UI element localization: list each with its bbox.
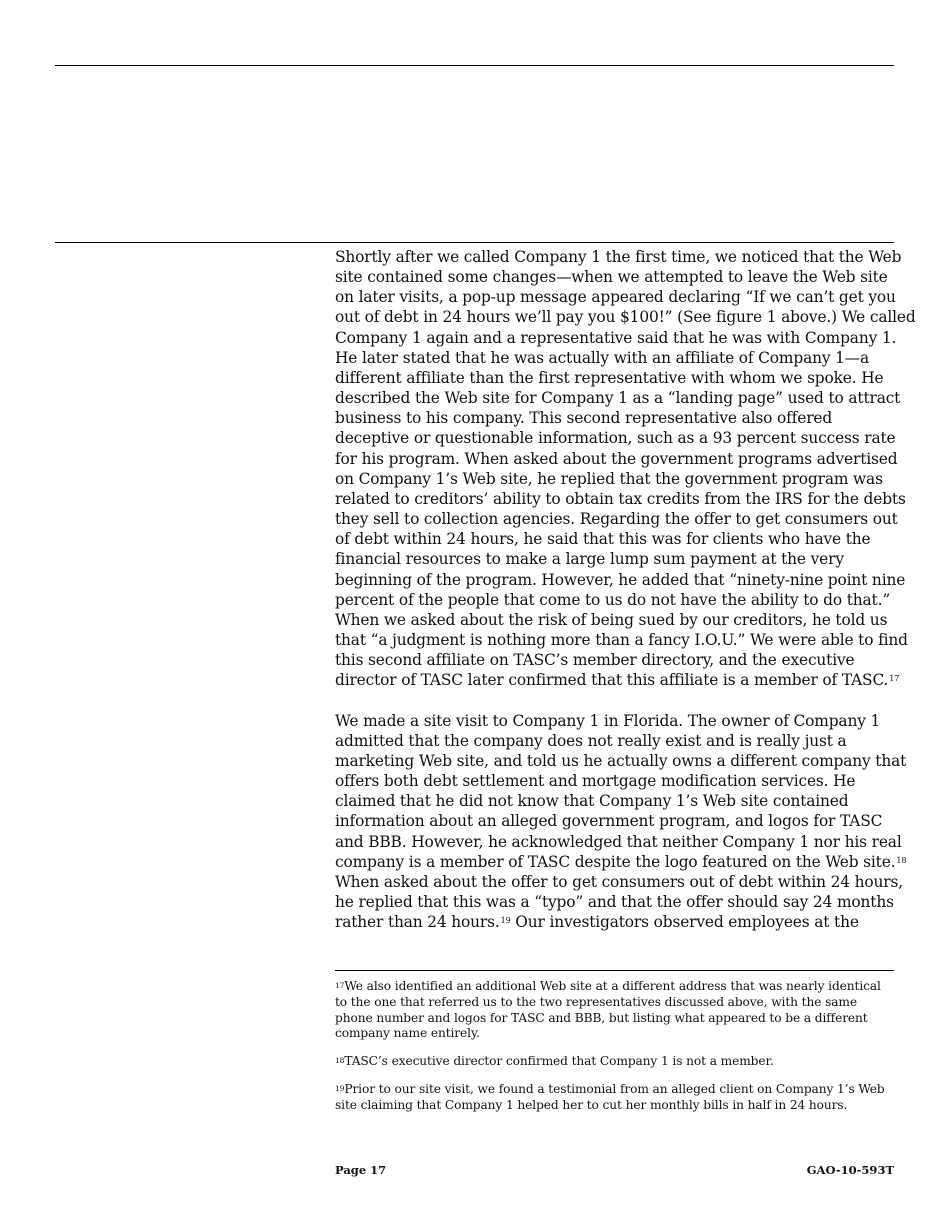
text-line: related to creditors’ ability to obtain tax credits from the IRS for the debts (335, 489, 906, 508)
text-line: We made a site visit to Company 1 in Florida. The owner of Company 1 (335, 711, 881, 730)
footnote-text: TASC’s executive director confirmed that Company 1 is not a member. (344, 1054, 774, 1069)
text-line-content: company is a member of TASC despite the logo featured on the Web site. (335, 852, 896, 871)
text-line: he replied that this was a “typo” and that the offer should say 24 months (335, 892, 894, 911)
section-rule (55, 242, 894, 243)
footnotes (335, 979, 895, 1126)
text-line: When we asked about the risk of being sued by our creditors, he told us (335, 610, 888, 629)
text-line-content: director of TASC later confirmed that this affiliate is a member of TASC. (335, 671, 889, 690)
footnote-17 (335, 979, 895, 1042)
body-text (335, 247, 916, 932)
footnote-19 (335, 1082, 895, 1114)
footnote-ref-18: 18 (896, 855, 907, 865)
text-line (335, 670, 900, 690)
footnote-number: 17 (335, 981, 345, 990)
text-line: they sell to collection agencies. Regarding the offer to get consumers out (335, 510, 898, 529)
text-line: Shortly after we called Company 1 the first time, we noticed that the Web (335, 248, 902, 266)
text-line: that “a judgment is nothing more than a fancy I.O.U.” We were able to find (335, 630, 908, 649)
text-line (335, 912, 895, 932)
text-line: financial resources to make a large lump sum payment at the very (335, 550, 844, 569)
page-number: Page 17 (335, 1163, 387, 1177)
footnote-number: 18 (335, 1056, 345, 1066)
footnote-text: We also identified an additional Web site at a different address that was nearly identical to the one that referred us to the two representatives discussed above, with the same phone number and logos for TASC and BBB, but listing what appeared to be a different company name entirely. (335, 979, 881, 1041)
text-line: information about an alleged government program, and logos for TASC (335, 812, 883, 831)
text-line: and BBB. However, he acknowledged that neither Company 1 nor his real (335, 832, 902, 851)
text-line: percent of the people that come to us do not have the ability to do that.” (335, 590, 891, 609)
header-rule (55, 65, 894, 66)
footnote-ref-19: 19 (500, 916, 511, 926)
text-line: When asked about the offer to get consumers out of debt within 24 hours, (335, 872, 903, 891)
text-line: beginning of the program. However, he added that “ninety-nine point nine (335, 570, 906, 589)
report-id: GAO-10-593T (806, 1163, 894, 1177)
text-line: marketing Web site, and told us he actually owns a different company that (335, 751, 907, 770)
text-line: admitted that the company does not really exist and is really just a (335, 731, 847, 750)
text-line: different affiliate than the first representative with whom we spoke. He (335, 368, 884, 387)
text-line-tail: Our investigators observed employees at the (510, 913, 859, 932)
footnote-ref-17: 17 (889, 674, 900, 684)
text-line: business to his company. This second representative also offered (335, 409, 833, 428)
text-line: claimed that he did not know that Company 1’s Web site contained (335, 792, 849, 811)
text-line: described the Web site for Company 1 as a “landing page” used to attract (335, 389, 901, 408)
footnote-text: Prior to our site visit, we found a testimonial from an alleged client on Company 1’s Web site claiming that Company 1 helped her to cut her monthly bills in half in 24 hours. (335, 1081, 885, 1112)
text-line: deceptive or questionable information, such as a 93 percent success rate (335, 429, 896, 448)
text-line (335, 852, 907, 872)
text-line: He later stated that he was actually with an affiliate of Company 1—a (335, 348, 870, 367)
text-line: on Company 1’s Web site, he replied that the government program was (335, 469, 883, 488)
text-line: out of debt in 24 hours we’ll pay you $100!” (See figure 1 above.) We called (335, 308, 916, 327)
footnote-rule (335, 970, 894, 971)
footnote-18 (335, 1054, 895, 1070)
text-line: on later visits, a pop-up message appeared declaring “If we can’t get you (335, 288, 896, 307)
paragraph-2 (335, 711, 907, 933)
text-line-content: rather than 24 hours. (335, 913, 500, 932)
text-line: offers both debt settlement and mortgage modification services. He (335, 772, 856, 791)
paragraph-1 (335, 247, 916, 690)
text-line: Company 1 again and a representative said that he was with Company 1. (335, 328, 897, 347)
text-line: for his program. When asked about the government programs advertised (335, 449, 898, 468)
text-line: this second affiliate on TASC’s member directory, and the executive (335, 651, 855, 670)
footnote-number: 19 (335, 1083, 345, 1093)
text-line: site contained some changes—when we attempted to leave the Web site (335, 268, 888, 287)
text-line: of debt within 24 hours, he said that this was for clients who have the (335, 530, 871, 549)
